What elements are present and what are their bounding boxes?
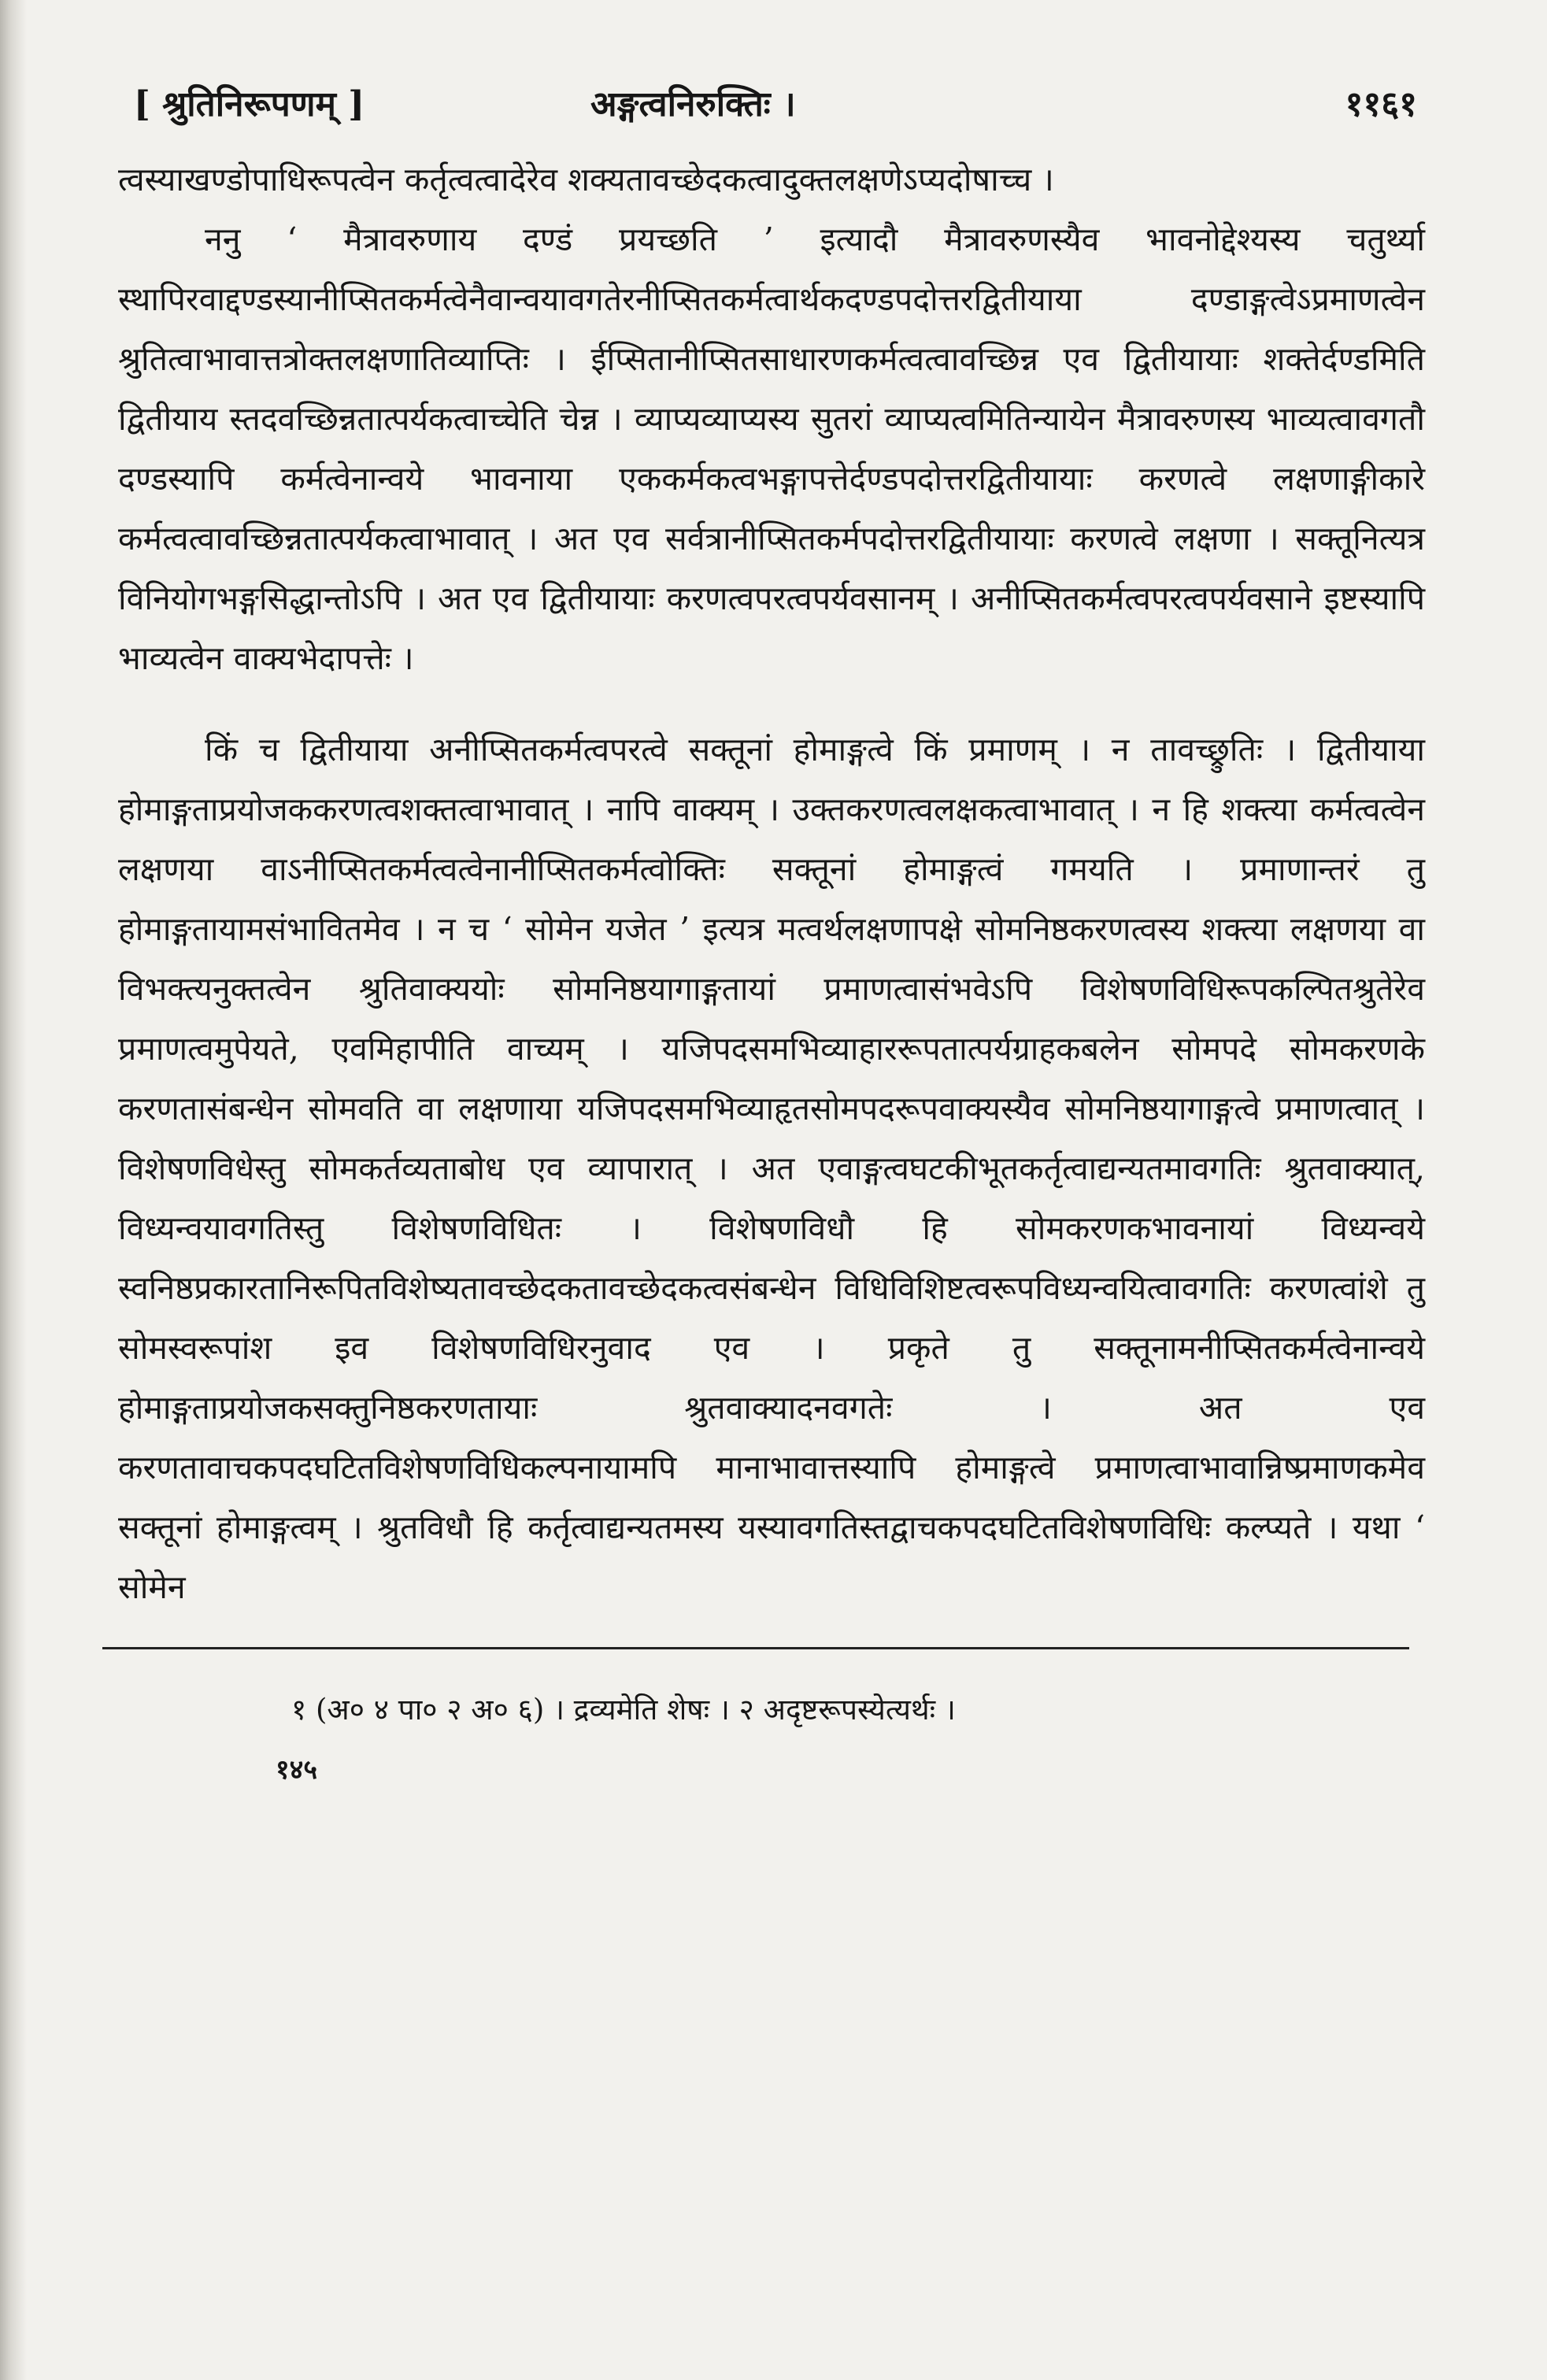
paragraph-3: किं च द्वितीयाया अनीप्सितकर्मत्वपरत्वे सक्तूनां होमाङ्गत्वे किं प्रमाणम् । न तावच्छ्रुतिः । द्वितीयाया होमाङ्गताप्रयोजककरणत्वशक्तत्वाभावात् । नापि वाक्यम् । उक्तकरणत्वलक्षकत्वाभावात् । न हि शक्त्या कर्मत्वत्वेन लक्षणया वाऽनीप्सितकर्मत्वत्वेनानीप्सितकर्मत्वोक्तिः सक्तूनां होमाङ्गत्वं गमयति । प्रमाणान्तरं तु होमाङ्गतायामसंभावितमेव । न च ‘ सोमेन यजेत ’ इत्यत्र मत्वर्थलक्षणापक्षे सोमनिष्ठकरणत्वस्य शक्त्या लक्षणया वा विभक्त्यनुक्तत्वेन श्रुतिवाक्ययोः सोमनिष्ठयागाङ्गतायां प्रमाणत्वासंभवेऽपि विशेषणविधिरूपकल्पितश्रुतेरेव प्रमाणत्वमुपेयते, एवमिहापीति वाच्यम् । यजिपदसमभिव्याहाररूपतात्पर्यग्राहकबलेन सोमपदे सोमकरणके करणतासंबन्धेन सोमवति वा लक्षणाया यजिपदसमभिव्याहृतसोमपदरूपवाक्यस्यैव सोमनिष्ठयागाङ्गत्वे प्रमाणत्वात् । विशेषणविधेस्तु सोमकर्तव्यताबोध एव व्यापारात् । अत एवाङ्गत्वघटकीभूतकर्तृत्वाद्यन्यतमावगतिः श्रुतवाक्यात्, विध्यन्वयावगतिस्तु विशेषणविधितः । विशेषणविधौ हि सोमकरणकभावनायां विध्यन्वये स्वनिष्ठप्रकारतानिरूपितविशेष्यतावच्छेदकतावच्छेदकत्वसंबन्धेन विधिविशिष्टत्वरूपविध्यन्वयित्वावगतिः करणत्वांशे तु सोमस्वरूपांश इव विशेषणविधिरनुवाद एव । प्रकृते तु सक्तूनामनीप्सितकर्मत्वेनान्वये होमाङ्गताप्रयोजकसक्तुनिष्ठकरणतायाः श्रुतवाक्यादनवगतेः । अत एव करणतावाचकपदघटितविशेषणविधिकल्पनायामपि मानाभावात्तस्यापि होमाङ्गत्वे प्रमाणत्वाभावान्निष्प्रमाणकमेव सक्तूनां होमाङ्गत्वम् । श्रुतविधौ हि कर्तृत्वाद्यन्यतमस्य यस्यावगतिस्तद्वाचकपदघटितविशेषणविधिः कल्प्यते । यथा ‘ सोमेन bbox=[118, 731, 1425, 1606]
document-page bbox=[118, 63, 1425, 1786]
footnote-divider bbox=[102, 1647, 1409, 1649]
main-text bbox=[118, 150, 1425, 1617]
footnote: १ (अ० ४ पा० २ अ० ६) । द्रव्यमेति शेषः । २ अदृष्टरूपस्येत्यर्थः । bbox=[291, 1693, 956, 1727]
header-section-title: [ श्रुतिनिरूपणम् ] bbox=[134, 84, 365, 124]
running-header bbox=[118, 63, 1425, 150]
scan-edge-shadow bbox=[0, 0, 27, 2380]
paragraph-1: त्वस्याखण्डोपाधिरूपत्वेन कर्तृत्वत्वादेरेव शक्यतावच्छेदकत्वादुक्तलक्षणेऽप्यदोषाच्च । bbox=[118, 161, 1054, 198]
page-number: ११६१ bbox=[1345, 84, 1417, 124]
printer-signature: १४५ bbox=[276, 1754, 318, 1786]
header-chapter-title: अङ्गत्वनिरुक्तिः । bbox=[590, 84, 796, 124]
paragraph-2: ननु ‘ मैत्रावरुणाय दण्डं प्रयच्छति ’ इत्यादौ मैत्रावरुणस्यैव भावनोद्देश्यस्य चतुर्थ्या स्थापिरवाद्दण्डस्यानीप्सितकर्मत्वेनैवान्वयावगतेरनीप्सितकर्मत्वार्थकदण्डपदोत्तरद्वितीयाया दण्डाङ्गत्वेऽप्रमाणत्वेन श्रुतित्वाभावात्तत्रोक्तलक्षणातिव्याप्तिः । ईप्सितानीप्सितसाधारणकर्मत्वत्वावच्छिन्न एव द्वितीयायाः शक्तेर्दण्डमिति द्वितीयाय स्तदवच्छिन्नतात्पर्यकत्वाच्चेति चेन्न । व्याप्यव्याप्यस्य सुतरां व्याप्यत्वमितिन्यायेन मैत्रावरुणस्य भाव्यत्वावगतौ दण्डस्यापि कर्मत्वेनान्वये भावनाया एककर्मकत्वभङ्गापत्तेर्दण्डपदोत्तरद्वितीयायाः करणत्वे लक्षणाङ्गीकारे कर्मत्वत्वावच्छिन्नतात्पर्यकत्वाभावात् । अत एव सर्वत्रानीप्सितकर्मपदोत्तरद्वितीयायाः करणत्वे लक्षणा । सक्तूनित्यत्र विनियोगभङ्गसिद्धान्तोऽपि । अत एव द्वितीयायाः करणत्वपरत्वपर्यवसानम् । अनीप्सितकर्मत्वपरत्वपर्यवसाने इष्टस्यापि भाव्यत्वेन वाक्यभेदापत्तेः । bbox=[118, 220, 1425, 677]
